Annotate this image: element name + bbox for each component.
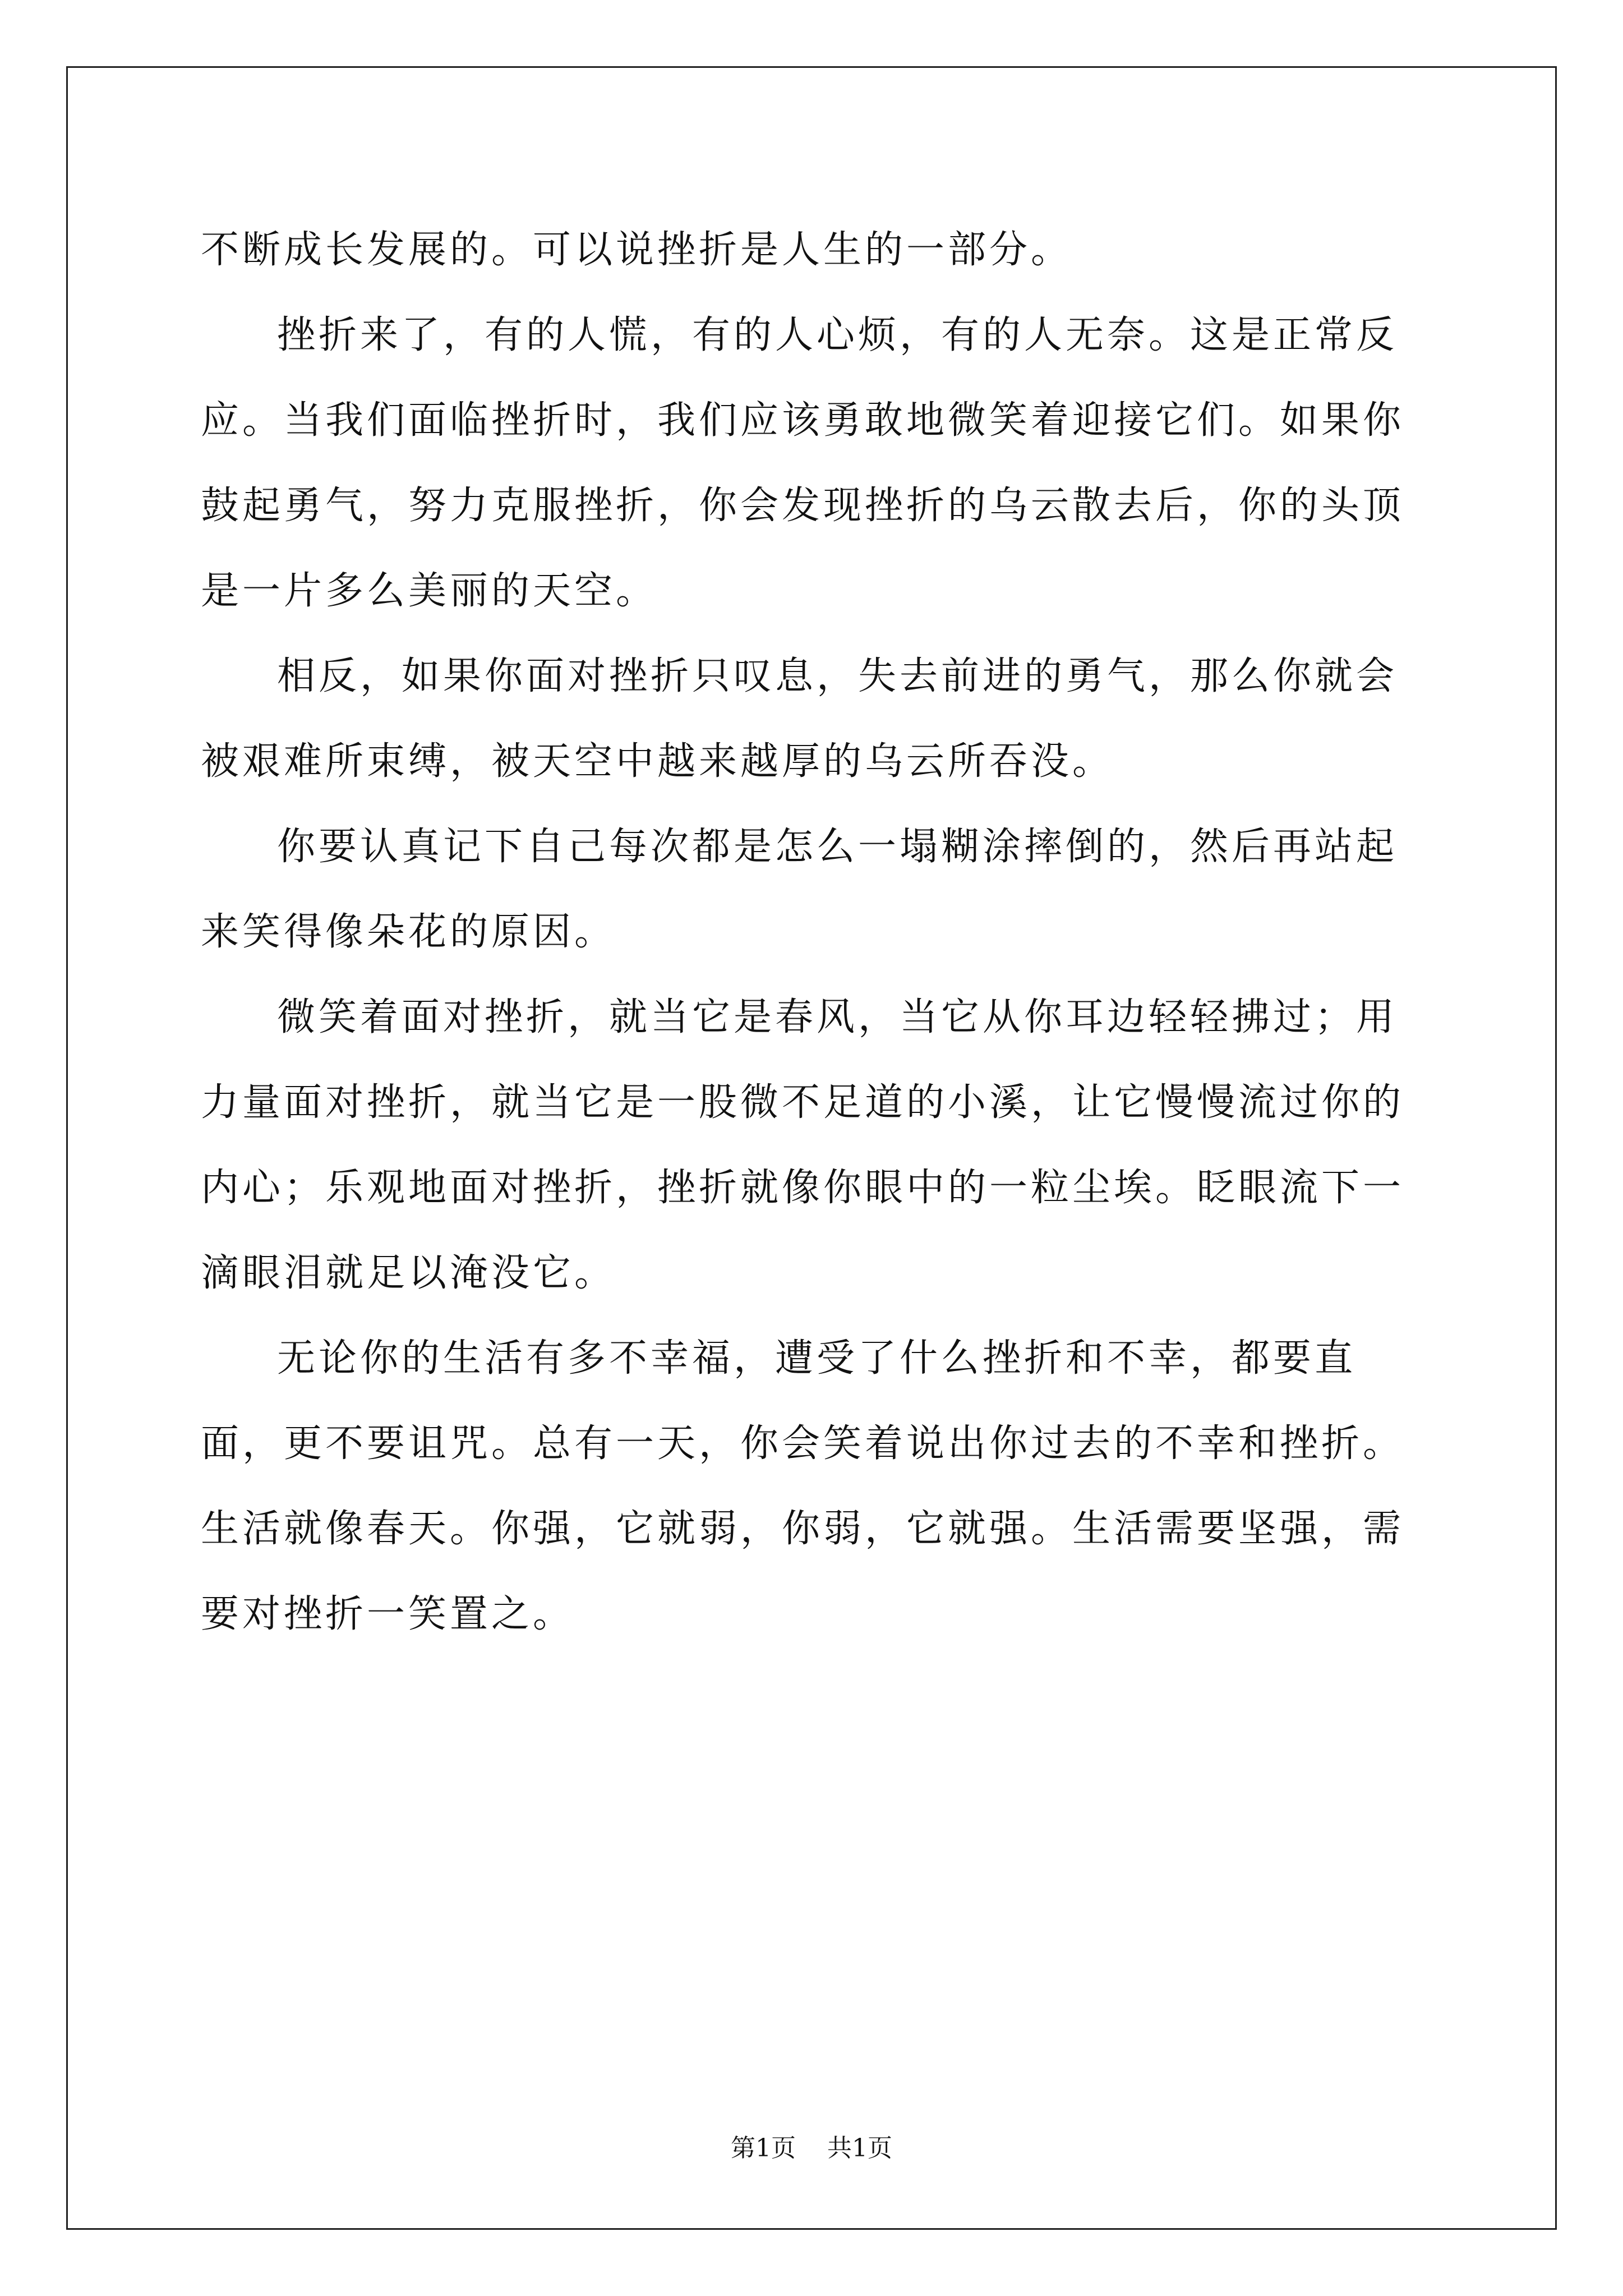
paragraph: 相反，如果你面对挫折只叹息，失去前进的勇气，那么你就会被艰难所束缚，被天空中越来越厚的乌云所吞没。 [201,654,1398,784]
page-footer [0,2132,1623,2165]
paragraph: 挫折来了，有的人慌，有的人心烦，有的人无奈。这是正常反应。当我们面临挫折时，我们应该勇敢地微笑着迎接它们。如果你鼓起勇气，努力克服挫折，你会发现挫折的乌云散去后，你的头顶是一片多么美丽的天空。 [201,313,1405,613]
page-number: 第1页 [731,2134,796,2162]
paragraph: 不断成长发展的。可以说挫折是人生的一部分。 [201,228,1073,272]
document-body [201,208,1435,1657]
page-total: 共1页 [827,2134,892,2162]
paragraph: 你要认真记下自己每次都是怎么一塌糊涂摔倒的，然后再站起来笑得像朵花的原因。 [201,825,1398,954]
paragraph: 无论你的生活有多不幸福，遭受了什么挫折和不幸，都要直面，更不要诅咒。总有一天，你会笑着说出你过去的不幸和挫折。生活就像春天。你强，它就弱，你弱，它就强。生活需要坚强，需要对挫折一笑置之。 [201,1336,1405,1636]
paragraph: 微笑着面对挫折，就当它是春风，当它从你耳边轻轻拂过；用力量面对挫折，就当它是一股微不足道的小溪，让它慢慢流过你的内心；乐观地面对挫折，挫折就像你眼中的一粒尘埃。眨眼流下一滴眼泪就足以淹没它。 [201,995,1405,1295]
